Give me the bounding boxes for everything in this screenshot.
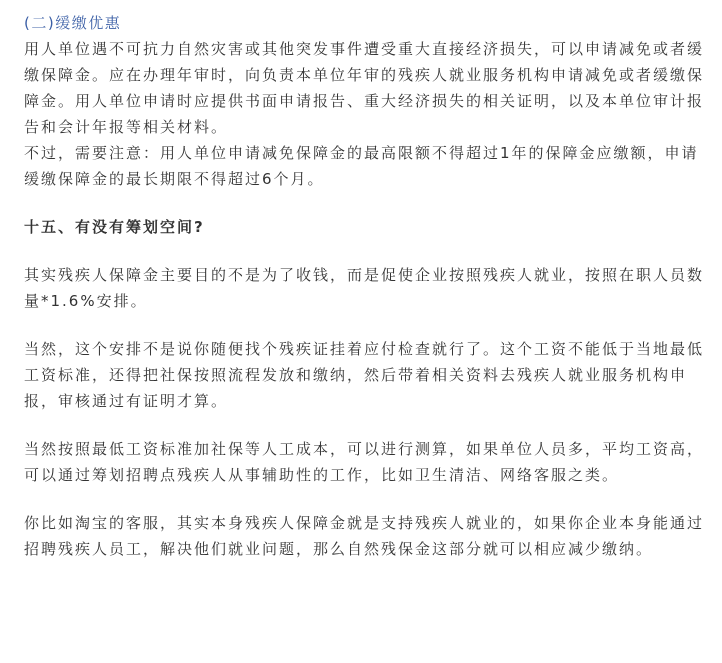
section-subheading: (二)缓缴优惠 — [24, 14, 122, 32]
paragraph-deferral-limits: 不过，需要注意：用人单位申请减免保障金的最高限额不得超过1年的保障金应缴额，申请缓缴保障金的最长期限不得超过6个月。 — [24, 144, 699, 188]
spacer — [24, 314, 704, 336]
paragraph-deferral-eligibility: 用人单位遇不可抗力自然灾害或其他突发事件遭受重大直接经济损失，可以申请减免或者缓缴保障金。应在办理年审时，向负责本单位年审的残疾人就业服务机构申请减免或者缓缴保障金。用人单位申请时应提供书面申请报告、重大经济损失的相关证明，以及本单位审计报告和会计年报等相关材料。 — [24, 40, 705, 136]
spacer — [24, 414, 704, 436]
paragraph-requirements: 当然，这个安排不是说你随便找个残疾证挂着应付检查就行了。这个工资不能低于当地最低工资标准，还得把社保按照流程发放和缴纳，然后带着相关资料去残疾人就业服务机构申报，审核通过有证明才算。 — [24, 340, 705, 410]
paragraph-calculation: 当然按照最低工资标准加社保等人工成本，可以进行测算，如果单位人员多，平均工资高，可以通过筹划招聘点残疾人从事辅助性的工作，比如卫生清洁、网络客服之类。 — [24, 440, 705, 484]
paragraph-purpose: 其实残疾人保障金主要目的不是为了收钱，而是促使企业按照残疾人就业，按照在职人员数量*1.6%安排。 — [24, 266, 705, 310]
spacer — [24, 240, 704, 262]
question-heading: 十五、有没有筹划空间? — [24, 218, 205, 236]
spacer — [24, 192, 704, 214]
spacer — [24, 488, 704, 510]
paragraph-example: 你比如淘宝的客服，其实本身残疾人保障金就是支持残疾人就业的，如果你企业本身能通过招聘残疾人员工，解决他们就业问题，那么自然残保金这部分就可以相应减少缴纳。 — [24, 514, 705, 558]
